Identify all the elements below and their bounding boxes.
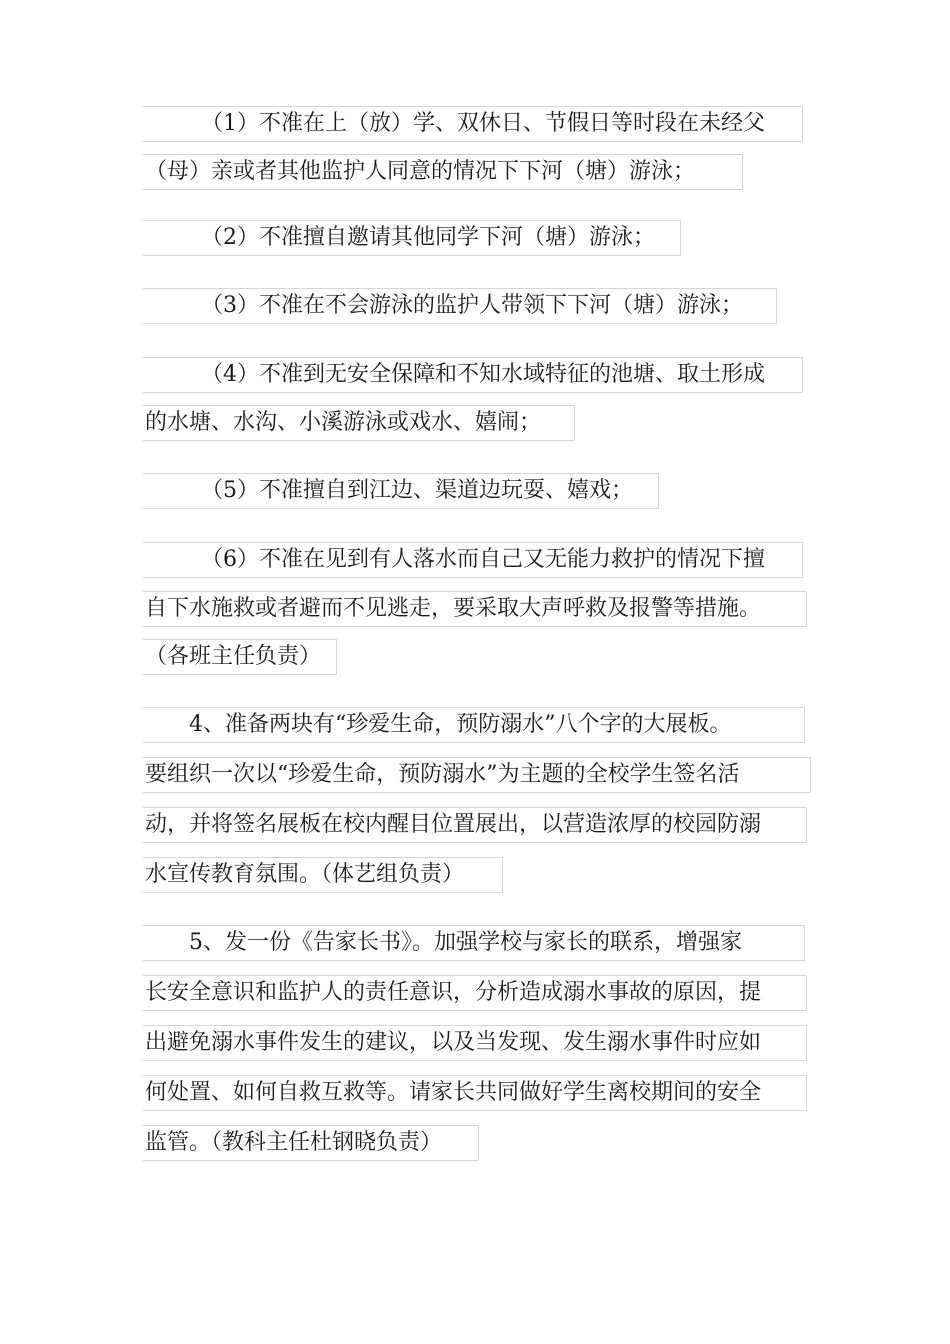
text-line: 5、发一份《告家长书》。加强学校与家长的联系，增强家: [143, 925, 805, 961]
text-line: （6）不准在见到有人落水而自己又无能力救护的情况下擅: [143, 542, 803, 578]
text-line: （2）不准擅自邀请其他同学下河（塘）游泳；: [143, 220, 681, 256]
text-line: 动，并将签名展板在校内醒目位置展出，以营造浓厚的校园防溺: [143, 807, 807, 843]
text-line: 自下水施救或者避而不见逃走，要采取大声呼救及报警等措施。: [143, 591, 807, 627]
text-line: （1）不准在上（放）学、双休日、节假日等时段在未经父: [143, 106, 803, 142]
text-line: （各班主任负责）: [143, 639, 337, 675]
text-line: （5）不准擅自到江边、渠道边玩耍、嬉戏；: [143, 473, 659, 509]
text-line: 的水塘、水沟、小溪游泳或戏水、嬉闹；: [143, 405, 575, 441]
text-line: 监管。（教科主任杜钢晓负责）: [143, 1125, 479, 1161]
text-line: 长安全意识和监护人的责任意识，分析造成溺水事故的原因，提: [143, 975, 807, 1011]
text-line: （3）不准在不会游泳的监护人带领下下河（塘）游泳；: [143, 288, 777, 324]
text-line: 何处置、如何自救互救等。请家长共同做好学生离校期间的安全: [143, 1075, 807, 1111]
text-line: （母）亲或者其他监护人同意的情况下下河（塘）游泳；: [143, 154, 743, 190]
text-line: （4）不准到无安全保障和不知水域特征的池塘、取土形成: [143, 357, 803, 393]
text-line: 要组织一次以“珍爱生命，预防溺水”为主题的全校学生签名活: [143, 757, 811, 793]
text-line: 水宣传教育氛围。（体艺组负责）: [143, 857, 503, 893]
text-line: 出避免溺水事件发生的建议，以及当发现、发生溺水事件时应如: [143, 1025, 807, 1061]
text-line: 4、准备两块有“珍爱生命，预防溺水”八个字的大展板。: [143, 707, 805, 743]
